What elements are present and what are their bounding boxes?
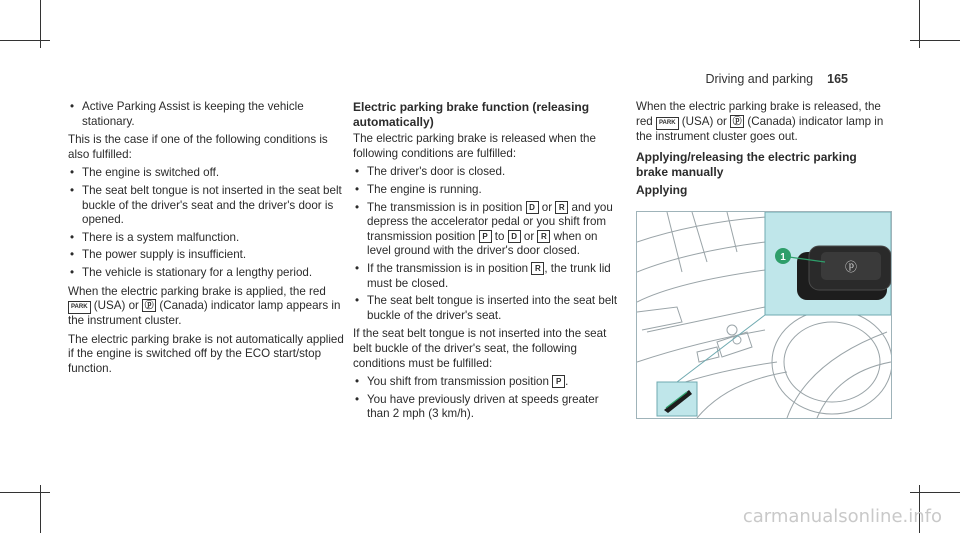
list-item: • There is a system malfunction.: [68, 231, 350, 246]
list-item: • The power supply is insufficient.: [68, 248, 350, 263]
paragraph: This is the case if one of the following conditions is also fulfilled:: [68, 133, 328, 161]
park-indicator-icon: PARK: [656, 117, 679, 130]
crop-mark: [0, 492, 50, 493]
column-3: [636, 100, 892, 202]
list-item: [353, 201, 621, 259]
list-item: • Active Parking Assist is keeping the vehicle stationary.: [68, 100, 350, 129]
column-2: [353, 100, 621, 426]
gear-d-icon: D: [508, 230, 521, 243]
list-item: • The engine is running.: [353, 183, 621, 198]
bullet-list: [68, 166, 350, 280]
paragraph: [636, 100, 892, 144]
text: If the transmission is in position: [367, 261, 529, 275]
paragraph: If the seat belt tongue is not inserted into the seat belt buckle of the driver's seat, the following conditions must be fulfilled:: [353, 327, 607, 370]
list-item: • The vehicle is stationary for a lengthy period.: [68, 266, 350, 281]
text: The transmission is in position: [367, 200, 523, 214]
gear-r-icon: R: [531, 262, 544, 275]
text: When the electric parking brake is released, the red: [636, 100, 881, 128]
gear-d-icon: D: [526, 201, 539, 214]
gear-p-icon: P: [552, 375, 565, 388]
watermark: carmanualsonline.info: [742, 506, 942, 527]
text: , the trunk lid must be closed.: [367, 261, 611, 290]
text: to: [494, 229, 505, 243]
paragraph: [68, 285, 350, 329]
text: or: [523, 229, 535, 243]
bullet-list: [353, 165, 621, 323]
dashboard-drawing: [637, 212, 891, 418]
list-item: [353, 375, 621, 390]
text: (Canada) indicator lamp appears in the instrument cluster.: [68, 299, 341, 328]
list-item: [353, 262, 621, 291]
text: (USA) or: [93, 299, 139, 313]
list-item: • The seat belt tongue is not inserted in the seat belt buckle of the driver's seat and the driver's door is opened.: [68, 184, 350, 228]
bullet-list: [68, 100, 350, 129]
text: .: [565, 375, 569, 389]
section-title: Driving and parking: [705, 72, 814, 86]
column-1: [68, 100, 350, 381]
callout-1: 1: [780, 252, 786, 263]
crop-mark: [0, 40, 50, 41]
section-heading: Electric parking brake function (releasing automatically): [353, 100, 590, 129]
text: When the electric parking brake is applied, the red: [68, 284, 326, 298]
page-number: 165: [827, 72, 848, 86]
brake-indicator-icon: ⓟ: [142, 299, 156, 312]
gear-p-icon: P: [479, 230, 492, 243]
text: or: [541, 200, 553, 214]
text: when on level ground with the driver's door closed.: [367, 229, 598, 258]
list-item: • The seat belt tongue is inserted into the seat belt buckle of the driver's seat.: [353, 294, 621, 323]
gear-r-icon: R: [555, 201, 568, 214]
brake-button-icon: ⓟ: [844, 260, 858, 274]
gear-r-icon: R: [537, 230, 550, 243]
park-indicator-icon: PARK: [68, 301, 91, 314]
paragraph: The electric parking brake is released when the following conditions are fulfilled:: [353, 132, 596, 160]
list-item: • The driver's door is closed.: [353, 165, 621, 180]
crop-mark: [910, 40, 960, 41]
text: (Canada) indicator lamp in the instrument cluster goes out.: [636, 114, 884, 143]
text: (USA) or: [681, 114, 727, 128]
bullet-list: [353, 375, 621, 422]
crop-mark: [910, 492, 960, 493]
list-item: • You have previously driven at speeds greater than 2 mph (3 km/h).: [353, 393, 621, 422]
list-item: • The engine is switched off.: [68, 166, 350, 181]
text: and you depress the accelerator pedal or you shift from transmission position: [367, 200, 613, 243]
text: You shift from transmission position: [367, 375, 549, 389]
running-header: [705, 72, 848, 86]
paragraph: The electric parking brake is not automatically applied if the engine is switched off by the ECO start/stop function.: [68, 332, 344, 375]
brake-indicator-icon: ⓟ: [730, 115, 744, 128]
dashboard-illustration: [636, 211, 892, 419]
sub-heading: Applying: [636, 183, 688, 198]
section-heading: Applying/releasing the electric parking brake manually: [636, 150, 857, 179]
